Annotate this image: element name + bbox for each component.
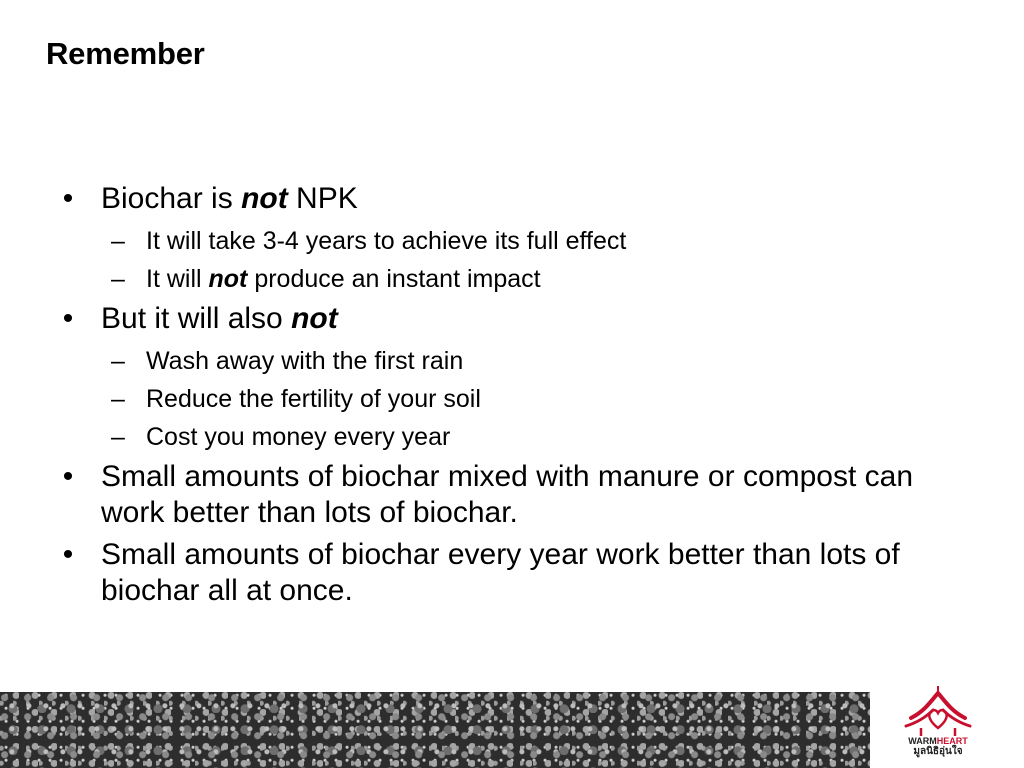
emphasis-not: not: [208, 265, 248, 293]
temple-heart-icon: [903, 684, 973, 736]
bullet-item-2: • But it will also not: [58, 301, 978, 337]
dash-marker: –: [111, 423, 125, 451]
bullet-group-2: [58, 301, 978, 455]
dash-marker: –: [111, 227, 125, 255]
bullet-item-1: • Biochar is not NPK: [58, 181, 978, 217]
sub-item: – It will not produce an instant impact: [58, 261, 978, 297]
emphasis-not: not: [241, 182, 288, 215]
sub-item: – Reduce the fertility of your soil: [58, 381, 978, 417]
bullet-item-4: • Small amounts of biochar every year work better than lots of biochar all at once.: [58, 537, 978, 609]
sub-item: – Cost you money every year: [58, 419, 978, 455]
bullet-list: [58, 181, 978, 615]
bullet-dot: •: [62, 460, 74, 493]
slide-title: Remember: [46, 36, 205, 71]
bullet-group-1: [58, 181, 978, 297]
bullet-item-3: • Small amounts of biochar mixed with manure or compost can work better than lots of biochar.: [58, 459, 978, 531]
dash-marker: –: [111, 265, 125, 293]
bullet-dot: •: [62, 538, 74, 571]
bullet-dot: •: [62, 302, 74, 335]
soil-photo-strip: [0, 692, 870, 768]
dash-marker: –: [111, 385, 125, 413]
logo-wordmark: WARMHEART: [908, 736, 968, 746]
bullet-dot: •: [62, 182, 74, 215]
warmheart-logo: [896, 684, 980, 768]
sub-item: – It will take 3-4 years to achieve its full effect: [58, 223, 978, 259]
sub-item: – Wash away with the first rain: [58, 343, 978, 379]
logo-thai-text: มูลนิธิอุ่นใจ: [913, 746, 963, 757]
emphasis-not: not: [291, 302, 338, 335]
dash-marker: –: [111, 347, 125, 375]
